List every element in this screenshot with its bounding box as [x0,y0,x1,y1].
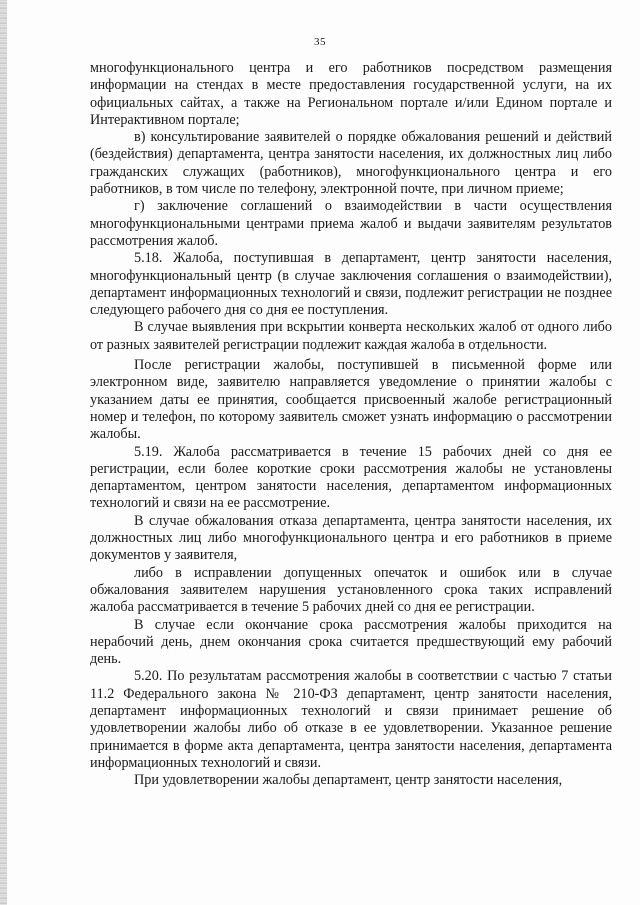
page-number: 35 [314,36,326,48]
paragraph-5-19: 5.19. Жалоба рассматривается в течение 15 рабочих дней со дня ее регистрации, если более короткие сроки рассмотрения жалобы не установлены департаментом, центром занятости населения, департаментом информационных технологий и связи на ее рассмотрение. [90,443,612,512]
paragraph-item-g: г) заключение соглашений о взаимодействии в части осуществления многофункциональными центрами приема жалоб и выдачи заявителям результатов рассмотрения жалоб. [90,198,612,249]
paragraph-refusal-appeal: В случае обжалования отказа департамента, центра занятости населения, их должностных лиц либо многофункционального центра и его работников в приеме документов у заявителя, [90,512,612,564]
paragraph-continuation: многофункционального центра и его работников посредством размещения информации на стендах в месте предоставления государственной услуги, на их официальных сайтах, а также на Региональном портале и/или Едином портале и Интерактивном портале; [90,60,612,128]
scan-binding-edge [0,0,7,905]
document-body [90,60,612,789]
paragraph-5-18: 5.18. Жалоба, поступившая в департамент, центр занятости населения, многофункциональный центр (в случае заключения соглашения о взаимодействии), департамент информационных технологий и связи, подлежит регистрации не позднее следующего рабочего дня со дня ее поступления. [90,250,612,319]
paragraph-registration-notice: После регистрации жалобы, поступившей в письменной форме или электронном виде, заявителю направляется уведомление о принятии жалобы с указанием даты ее принятия, сообщается присвоенный жалобе регистрационный номер и телефон, по которому заявитель сможет узнать информацию о рассмотрении жалобы. [90,357,612,443]
paragraph-nonworking-day: В случае если окончание срока рассмотрения жалобы приходится на нерабочий день, днем окончания срока считается предшествующий ему рабочий день. [90,616,612,668]
paragraph-satisfaction: При удовлетворении жалобы департамент, центр занятости населения, [134,772,563,789]
paragraph-multiple-complaints: В случае выявления при вскрытии конверта нескольких жалоб от одного либо от разных заявителей регистрации подлежит каждая жалоба в отдельности. [90,319,612,353]
paragraph-5-20: 5.20. По результатам рассмотрения жалобы в соответствии с частью 7 статьи 11.2 Федерального закона № 210-ФЗ департамент, центр занятости населения, департамент информационных технологий и связи принимает решение об удовлетворении жалобы либо об отказе в ее удовлетворении. Указанное решение принимается в форме акта департамента, центра занятости населения, департамента информационных технологий и связи. [90,668,612,771]
paragraph-corrections: либо в исправлении допущенных опечаток и ошибок или в случае обжалования заявителем нарушения установленного срока таких исправлений жалоба рассматривается в течение 5 рабочих дней со дня ее регистрации. [90,564,612,616]
paragraph-item-v: в) консультирование заявителей о порядке обжалования решений и действий (бездействия) департамента, центра занятости населения, их должностных лиц либо гражданских служащих (работников), многофункционального центра и его работников, в том числе по телефону, электронной почте, при личном приеме; [90,129,612,198]
